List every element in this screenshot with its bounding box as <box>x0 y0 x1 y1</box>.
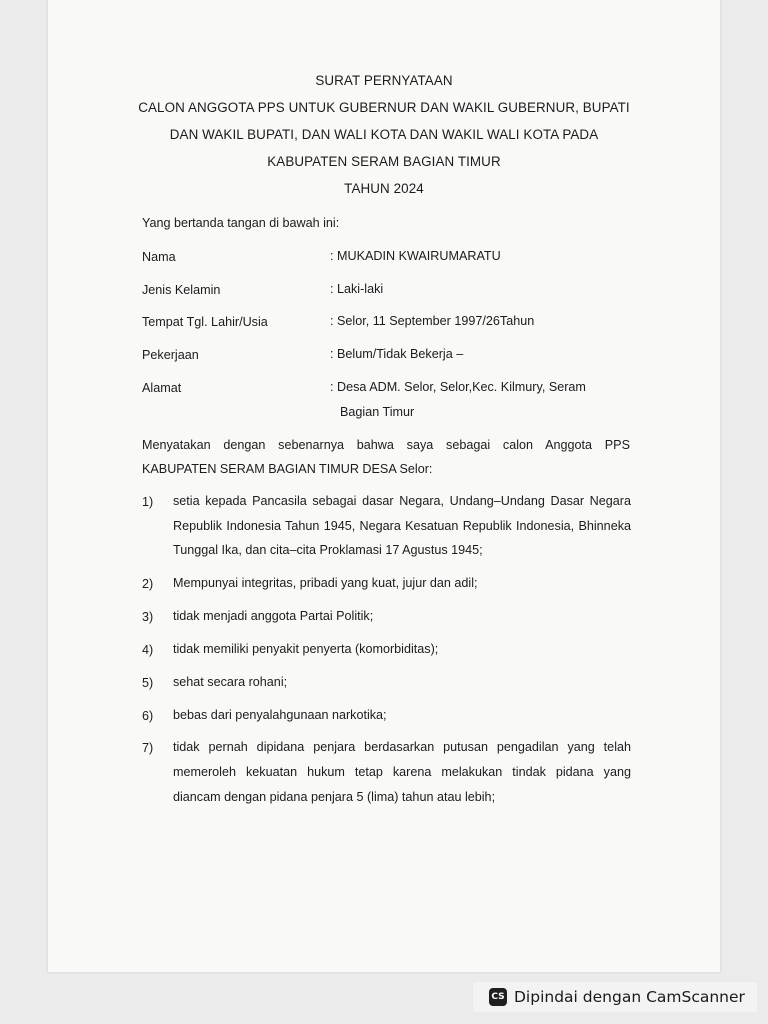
field-label-pekerjaan: Pekerjaan <box>142 348 199 362</box>
item-text: tidak memiliki penyakit penyerta (komorbiditas); <box>173 642 439 656</box>
item-text: Mempunyai integritas, pribadi yang kuat, jujur dan adil; <box>173 576 478 590</box>
field-value-pekerjaan: : Belum/Tidak Bekerja – <box>330 347 464 361</box>
statement-line-1: Menyatakan dengan sebenarnya bahwa saya sebagai calon Anggota PPS <box>142 438 630 452</box>
item-text: Republik Indonesia Tahun 1945, Negara Kesatuan Republik Indonesia, Bhinneka <box>173 519 631 533</box>
item-number: 6) <box>142 709 154 723</box>
item-text: diancam dengan pidana penjara 5 (lima) tahun atau lebih; <box>173 790 496 804</box>
statement-line-2: KABUPATEN SERAM BAGIAN TIMUR DESA Selor: <box>142 462 433 476</box>
field-value-nama: : MUKADIN KWAIRUMARATU <box>330 249 501 263</box>
intro-text: Yang bertanda tangan di bawah ini: <box>142 216 340 230</box>
camscanner-logo-icon: CS <box>489 988 507 1006</box>
field-label-jenis-kelamin: Jenis Kelamin <box>142 283 221 297</box>
item-text: Tunggal Ika, dan cita–cita Proklamasi 17 Agustus 1945; <box>173 543 483 557</box>
title-line-3: DAN WAKIL BUPATI, DAN WALI KOTA DAN WAKIL WALI KOTA PADA <box>169 127 599 142</box>
title-line-5: TAHUN 2024 <box>344 181 424 196</box>
item-text: tidak pernah dipidana penjara berdasarkan putusan pengadilan yang telah <box>173 740 631 754</box>
item-text: memeroleh kekuatan hukum tetap karena melakukan tindak pidana yang <box>173 765 631 779</box>
item-number: 7) <box>142 741 154 755</box>
item-number: 4) <box>142 643 154 657</box>
title-line-2: CALON ANGGOTA PPS UNTUK GUBERNUR DAN WAKIL GUBERNUR, BUPATI <box>138 100 630 115</box>
field-label-nama: Nama <box>142 250 176 264</box>
item-text: tidak menjadi anggota Partai Politik; <box>173 609 374 623</box>
item-number: 3) <box>142 610 154 624</box>
item-text: sehat secara rohani; <box>173 675 288 689</box>
document-page <box>48 0 720 972</box>
document-title: SURAT PERNYATAAN <box>315 73 453 88</box>
camscanner-text: Dipindai dengan CamScanner <box>514 988 745 1006</box>
field-value-alamat-cont: Bagian Timur <box>340 405 415 419</box>
item-text: bebas dari penyalahgunaan narkotika; <box>173 708 387 722</box>
item-number: 5) <box>142 676 154 690</box>
camscanner-watermark <box>473 982 757 1012</box>
title-line-4: KABUPATEN SERAM BAGIAN TIMUR <box>267 154 501 169</box>
field-value-jenis-kelamin: : Laki-laki <box>330 282 384 296</box>
item-number: 2) <box>142 577 154 591</box>
item-text: setia kepada Pancasila sebagai dasar Negara, Undang–Undang Dasar Negara <box>173 494 631 508</box>
field-value-alamat: : Desa ADM. Selor, Selor,Kec. Kilmury, Seram <box>330 380 586 394</box>
field-label-alamat: Alamat <box>142 381 182 395</box>
field-value-ttl: : Selor, 11 September 1997/26Tahun <box>330 314 535 328</box>
item-number: 1) <box>142 495 154 509</box>
field-label-ttl: Tempat Tgl. Lahir/Usia <box>142 315 268 329</box>
